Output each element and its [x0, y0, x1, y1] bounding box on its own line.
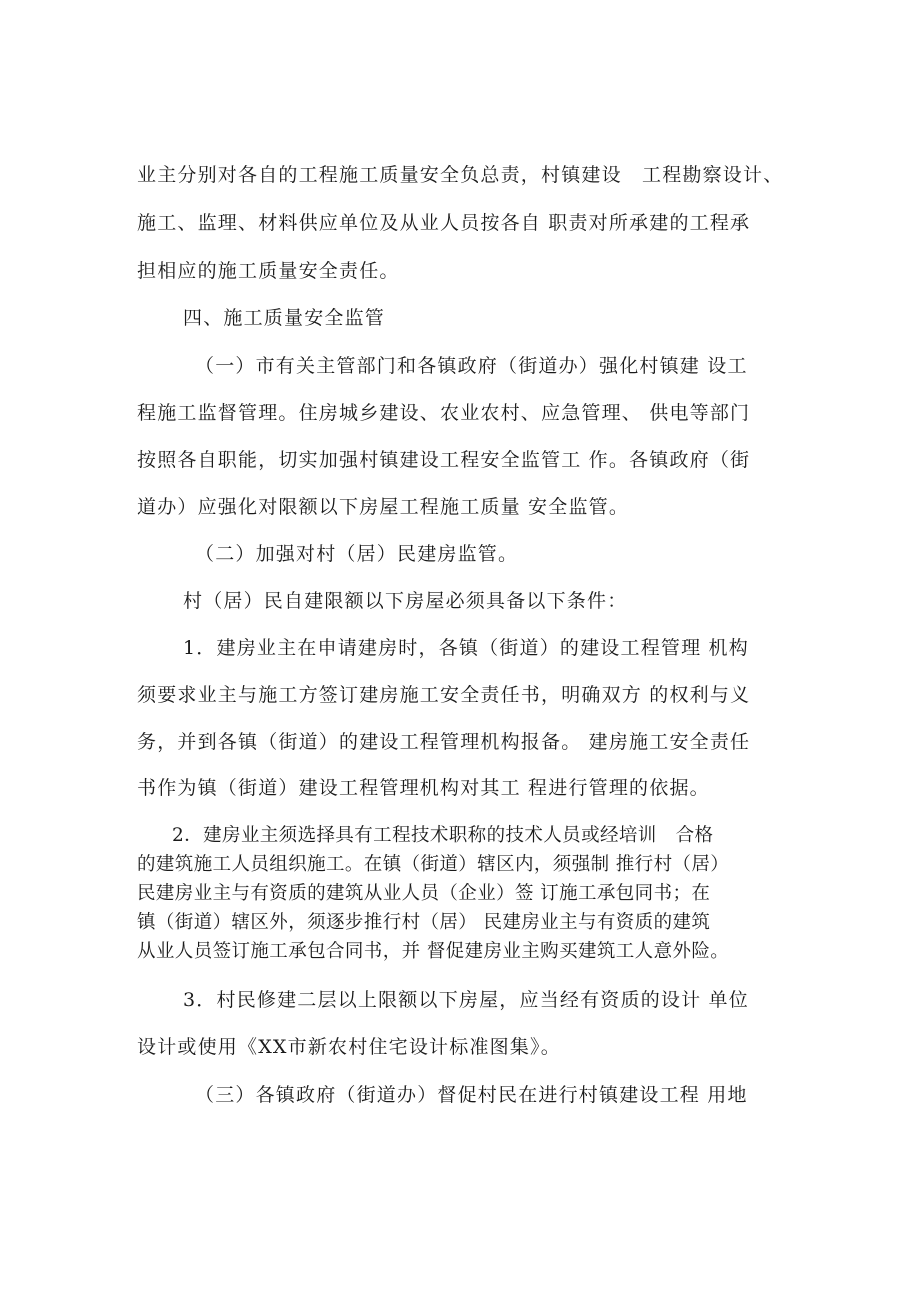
body-text-line: 村（居）民自建限额以下房屋必须具备以下条件：: [183, 590, 628, 612]
section-heading: 四、施工质量安全监管: [183, 307, 386, 329]
list-item-2: 2．建房业主须选择具有工程技术职称的技术人员或经培训 合格: [172, 825, 714, 846]
body-text-line: 从业人员签订施工承包合同书，并 督促建房业主购买建筑工人意外险。: [137, 941, 730, 962]
list-item-3: 3．村民修建二层以上限额以下房屋，应当经有资质的设计 单位: [183, 989, 749, 1011]
body-text-line: 务，并到各镇（街道）的建设工程管理机构报备。 建房施工安全责任: [137, 731, 751, 753]
body-text-line: 的建筑施工人员组织施工。在镇（街道）辖区内，须强制 推行村（居）: [137, 854, 730, 875]
subsection-heading: （二）加强对村（居）民建房监管。: [195, 543, 519, 565]
body-text-line: 担相应的施工质量安全责任。: [137, 260, 400, 282]
body-text-line: 须要求业主与施工方签订建房施工安全责任书，明确双方 的权利与义: [137, 684, 751, 706]
body-text-line: 道办）应强化对限额以下房屋工程施工质量 安全监管。: [137, 496, 630, 518]
subsection-heading: （三）各镇政府（街道办）督促村民在进行村镇建设工程 用地: [195, 1084, 748, 1106]
body-text-line: 民建房业主与有资质的建筑从业人员（企业）签 订施工承包同书；在: [137, 883, 711, 904]
body-text-line: 设计或使用《XX市新农村住宅设计标准图集》。: [137, 1036, 561, 1058]
body-text-line: 程施工监督管理。住房城乡建设、农业农村、应急管理、 供电等部门: [137, 402, 751, 424]
body-text-line: 施工、监理、材料供应单位及从业人员按各自 职责对所承建的工程承: [137, 212, 751, 234]
body-text-line: 书作为镇（街道）建设工程管理机构对其工 程进行管理的依据。: [137, 777, 710, 799]
body-text-line: 按照各自职能，切实加强村镇建设工程安全监管工 作。各镇政府（街: [137, 449, 751, 471]
list-item-1: 1．建房业主在申请建房时，各镇（街道）的建设工程管理 机构: [183, 637, 749, 659]
body-text-line: （一）市有关主管部门和各镇政府（街道办）强化村镇建 设工: [195, 355, 748, 377]
body-text-line: 业主分别对各自的工程施工质量安全负总责，村镇建设 工程勘察设计、: [137, 164, 784, 186]
body-text-line: 镇（街道）辖区外，须逐步推行村（居） 民建房业主与有资质的建筑: [137, 912, 711, 933]
